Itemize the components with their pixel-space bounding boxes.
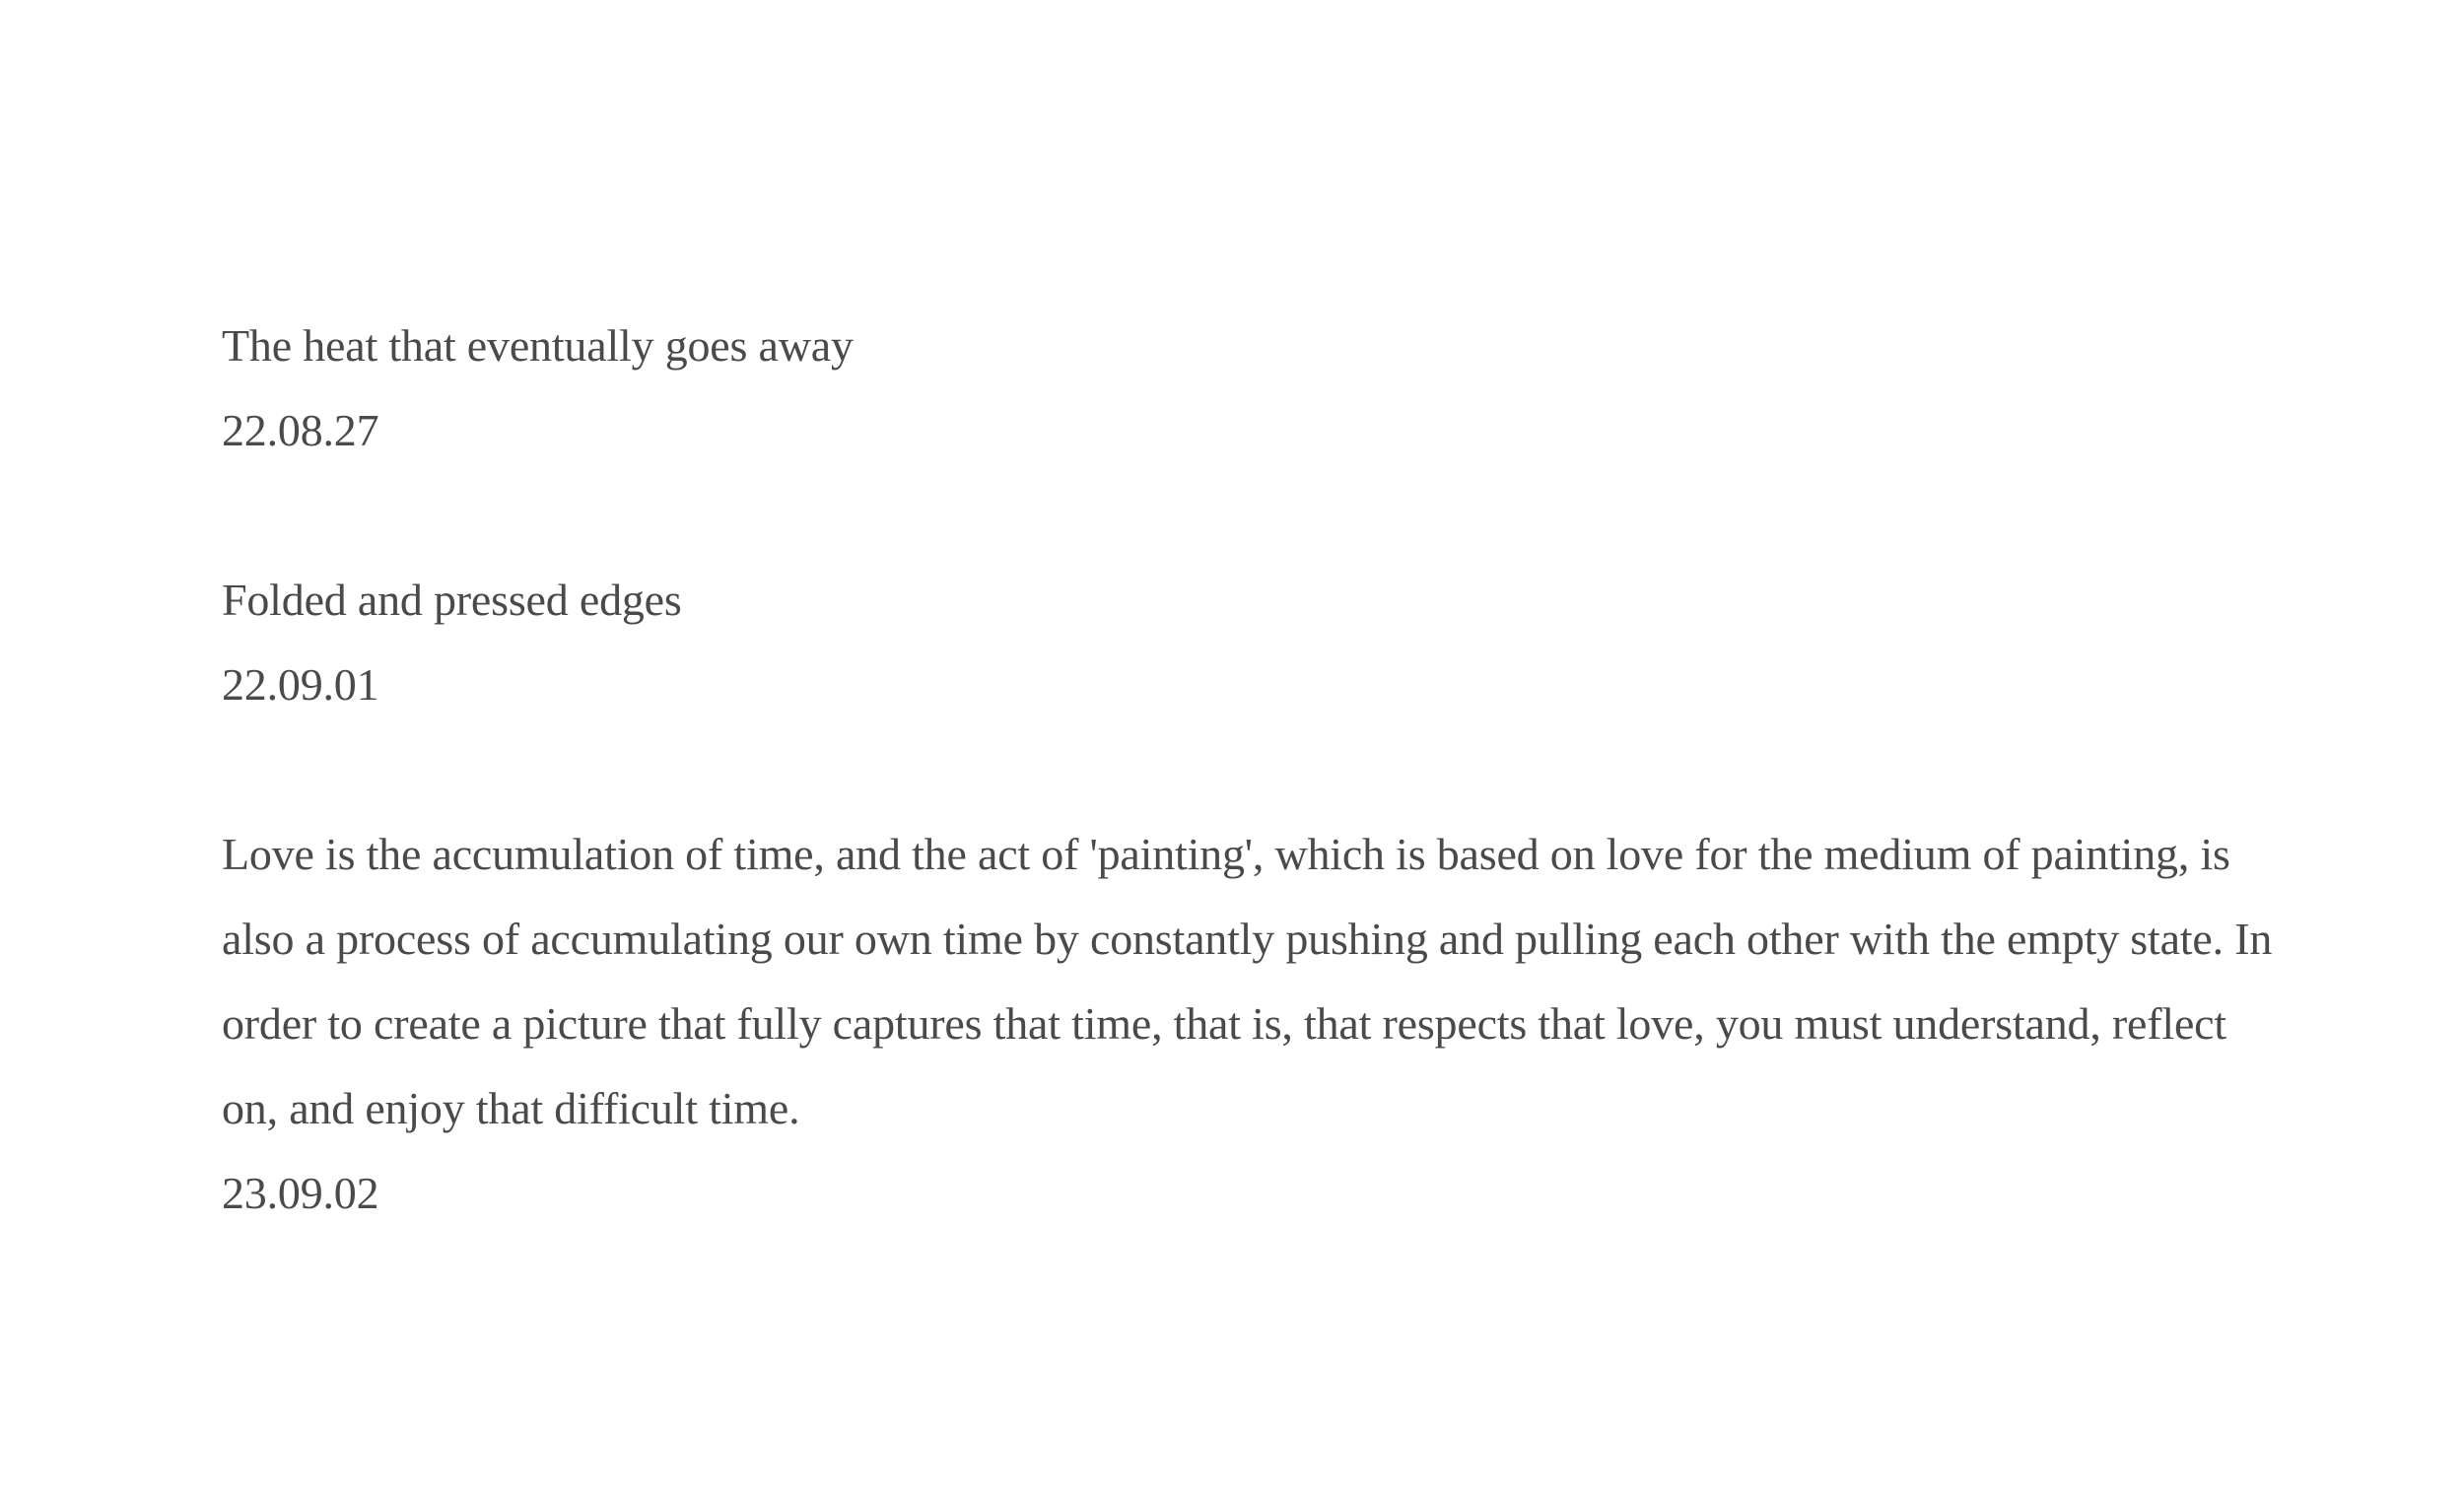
entry-paragraph: Love is the accumulation of time, and the act of 'painting', which is based on love for the medium of painting, is also a process of accumulating our own time by constantly pushing and pulling each other with the empty state. In order to create a picture that fully captures that time, that is, that respects that love, you must understand, reflect on, and enjoy that difficult time. bbox=[222, 829, 2273, 1133]
entry-love-statement bbox=[222, 812, 2292, 1236]
entry-folded-edges bbox=[222, 558, 2292, 727]
entry-date: 23.09.02 bbox=[222, 1168, 379, 1218]
entry-title: The heat that eventually goes away bbox=[222, 320, 854, 371]
text-page bbox=[222, 304, 2292, 1236]
entry-date: 22.08.27 bbox=[222, 405, 379, 455]
entry-heat bbox=[222, 304, 2292, 473]
entry-title: Folded and pressed edges bbox=[222, 575, 682, 625]
entry-date: 22.09.01 bbox=[222, 659, 379, 710]
